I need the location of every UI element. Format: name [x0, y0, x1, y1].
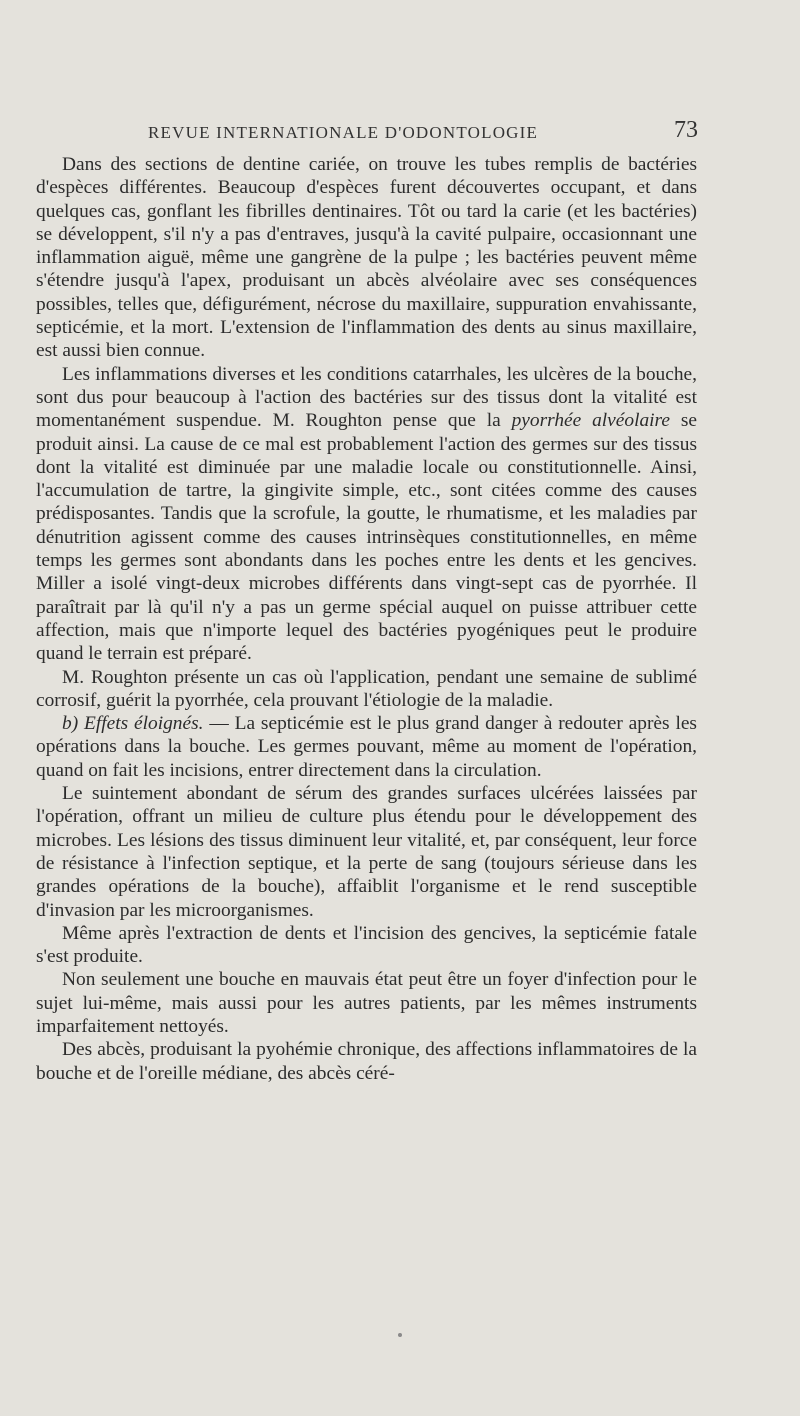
paragraph-3: M. Roughton présente un cas où l'application, pendant une semaine de sublimé corrosif, guérit la pyorrhée, cela prouvant l'étiologie de la maladie.: [36, 666, 697, 711]
paragraph-8: Des abcès, produisant la pyohémie chronique, des affections inflammatoires de la bouche et de l'oreille médiane, des abcès céré-: [36, 1039, 697, 1084]
page-number: 73: [674, 117, 698, 143]
body-text: [36, 153, 697, 1085]
running-title: REVUE INTERNATIONALE D'ODONTOLOGIE: [148, 123, 539, 142]
paragraph-1: Dans des sections de dentine cariée, on trouve les tubes remplis de bactéries d'espèces différentes. Beaucoup d'espèces furent découvertes occupant, et dans quelques cas, gonflant les fibrilles dentinaires. Tôt ou tard la carie (et les bactéries) se développent, s'il n'y a pas d'entraves, jusqu'à la cavité pulpaire, occasionnant une inflammation aiguë, même une gangrène de la pulpe ; les bactéries peuvent même s'étendre jusqu'à l'apex, produisant un abcès alvéolaire avec ses conséquences possibles, telles que, défigurément, nécrose du maxillaire, suppuration envahissante, septicémie, et la mort. L'extension de l'inflammation des dents au sinus maxillaire, est aussi bien connue.: [36, 154, 697, 362]
paper-speck: [398, 1333, 402, 1337]
paragraph-7: Non seulement une bouche en mauvais état peut être un foyer d'infection pour le sujet lui-même, mais aussi pour les autres patients, par les mêmes instruments imparfaitement nettoyés.: [36, 969, 697, 1037]
paragraph-2-text-start: Les inflammations diverses et les conditions catarrhales, les ulcères de la bouche, sont dus pour beaucoup à l'action des bactéries sur des tissus dont la vitalité est momentanément suspendue. M. Roughton pense que la: [36, 363, 697, 432]
paragraph-4: [36, 712, 697, 782]
paragraph-6: Même après l'extraction de dents et l'incision des gencives, la septicémie fatale s'est produite.: [36, 922, 697, 968]
paragraph-2-text-end: se produit ainsi. La cause de ce mal est probablement l'action des germes sur des tissus dont la vitalité est diminuée par une maladie locale ou constitutionnelle. Ainsi, l'accumulation de tartre, la gingivite simple, etc., sont citées comme des causes prédisposantes. Tandis que la scrofule, la goutte, le rhumatisme, et les maladies par dénutrition agissent comme des causes intrinsèques constitutionnelles, en même temps les germes sont abondants dans les poches entre les dents et les gencives. Miller a isolé vingt-deux microbes différents dans vingt-sept cas de pyorrhée. Il paraîtrait par là qu'il n'y a pas un germe spécial auquel on puisse attribuer cette affection, mais que n'importe lequel des bactéries pyogéniques peut le produire quand le terrain est préparé.: [36, 410, 697, 665]
paragraph-5: Le suintement abondant de sérum des grandes surfaces ulcérées laissées par l'opération, offrant un milieu de culture plus étendu pour le développement des microbes. Les lésions des tissus diminuent leur vitalité, et, par conséquent, leur force de résistance à l'infection septique, et la perte de sang (toujours sérieuse dans les grandes opérations de la bouche), affaiblit l'organisme et le rend susceptible d'invasion par les microorganismes.: [36, 783, 697, 921]
section-heading-effets-eloignes: b) Effets éloignés.: [62, 713, 204, 735]
page-header: [148, 117, 698, 147]
pyorrhee-term: pyorrhée alvéolaire: [511, 410, 670, 432]
paragraph-4-text-end: — La septicémie est le plus grand danger à redouter après les opérations dans la bouche. Les germes pouvant, même au moment de l'opération, quand on fait les incisions, entrer directement dans la circulation.: [36, 713, 697, 781]
paragraph-2: [36, 363, 697, 666]
